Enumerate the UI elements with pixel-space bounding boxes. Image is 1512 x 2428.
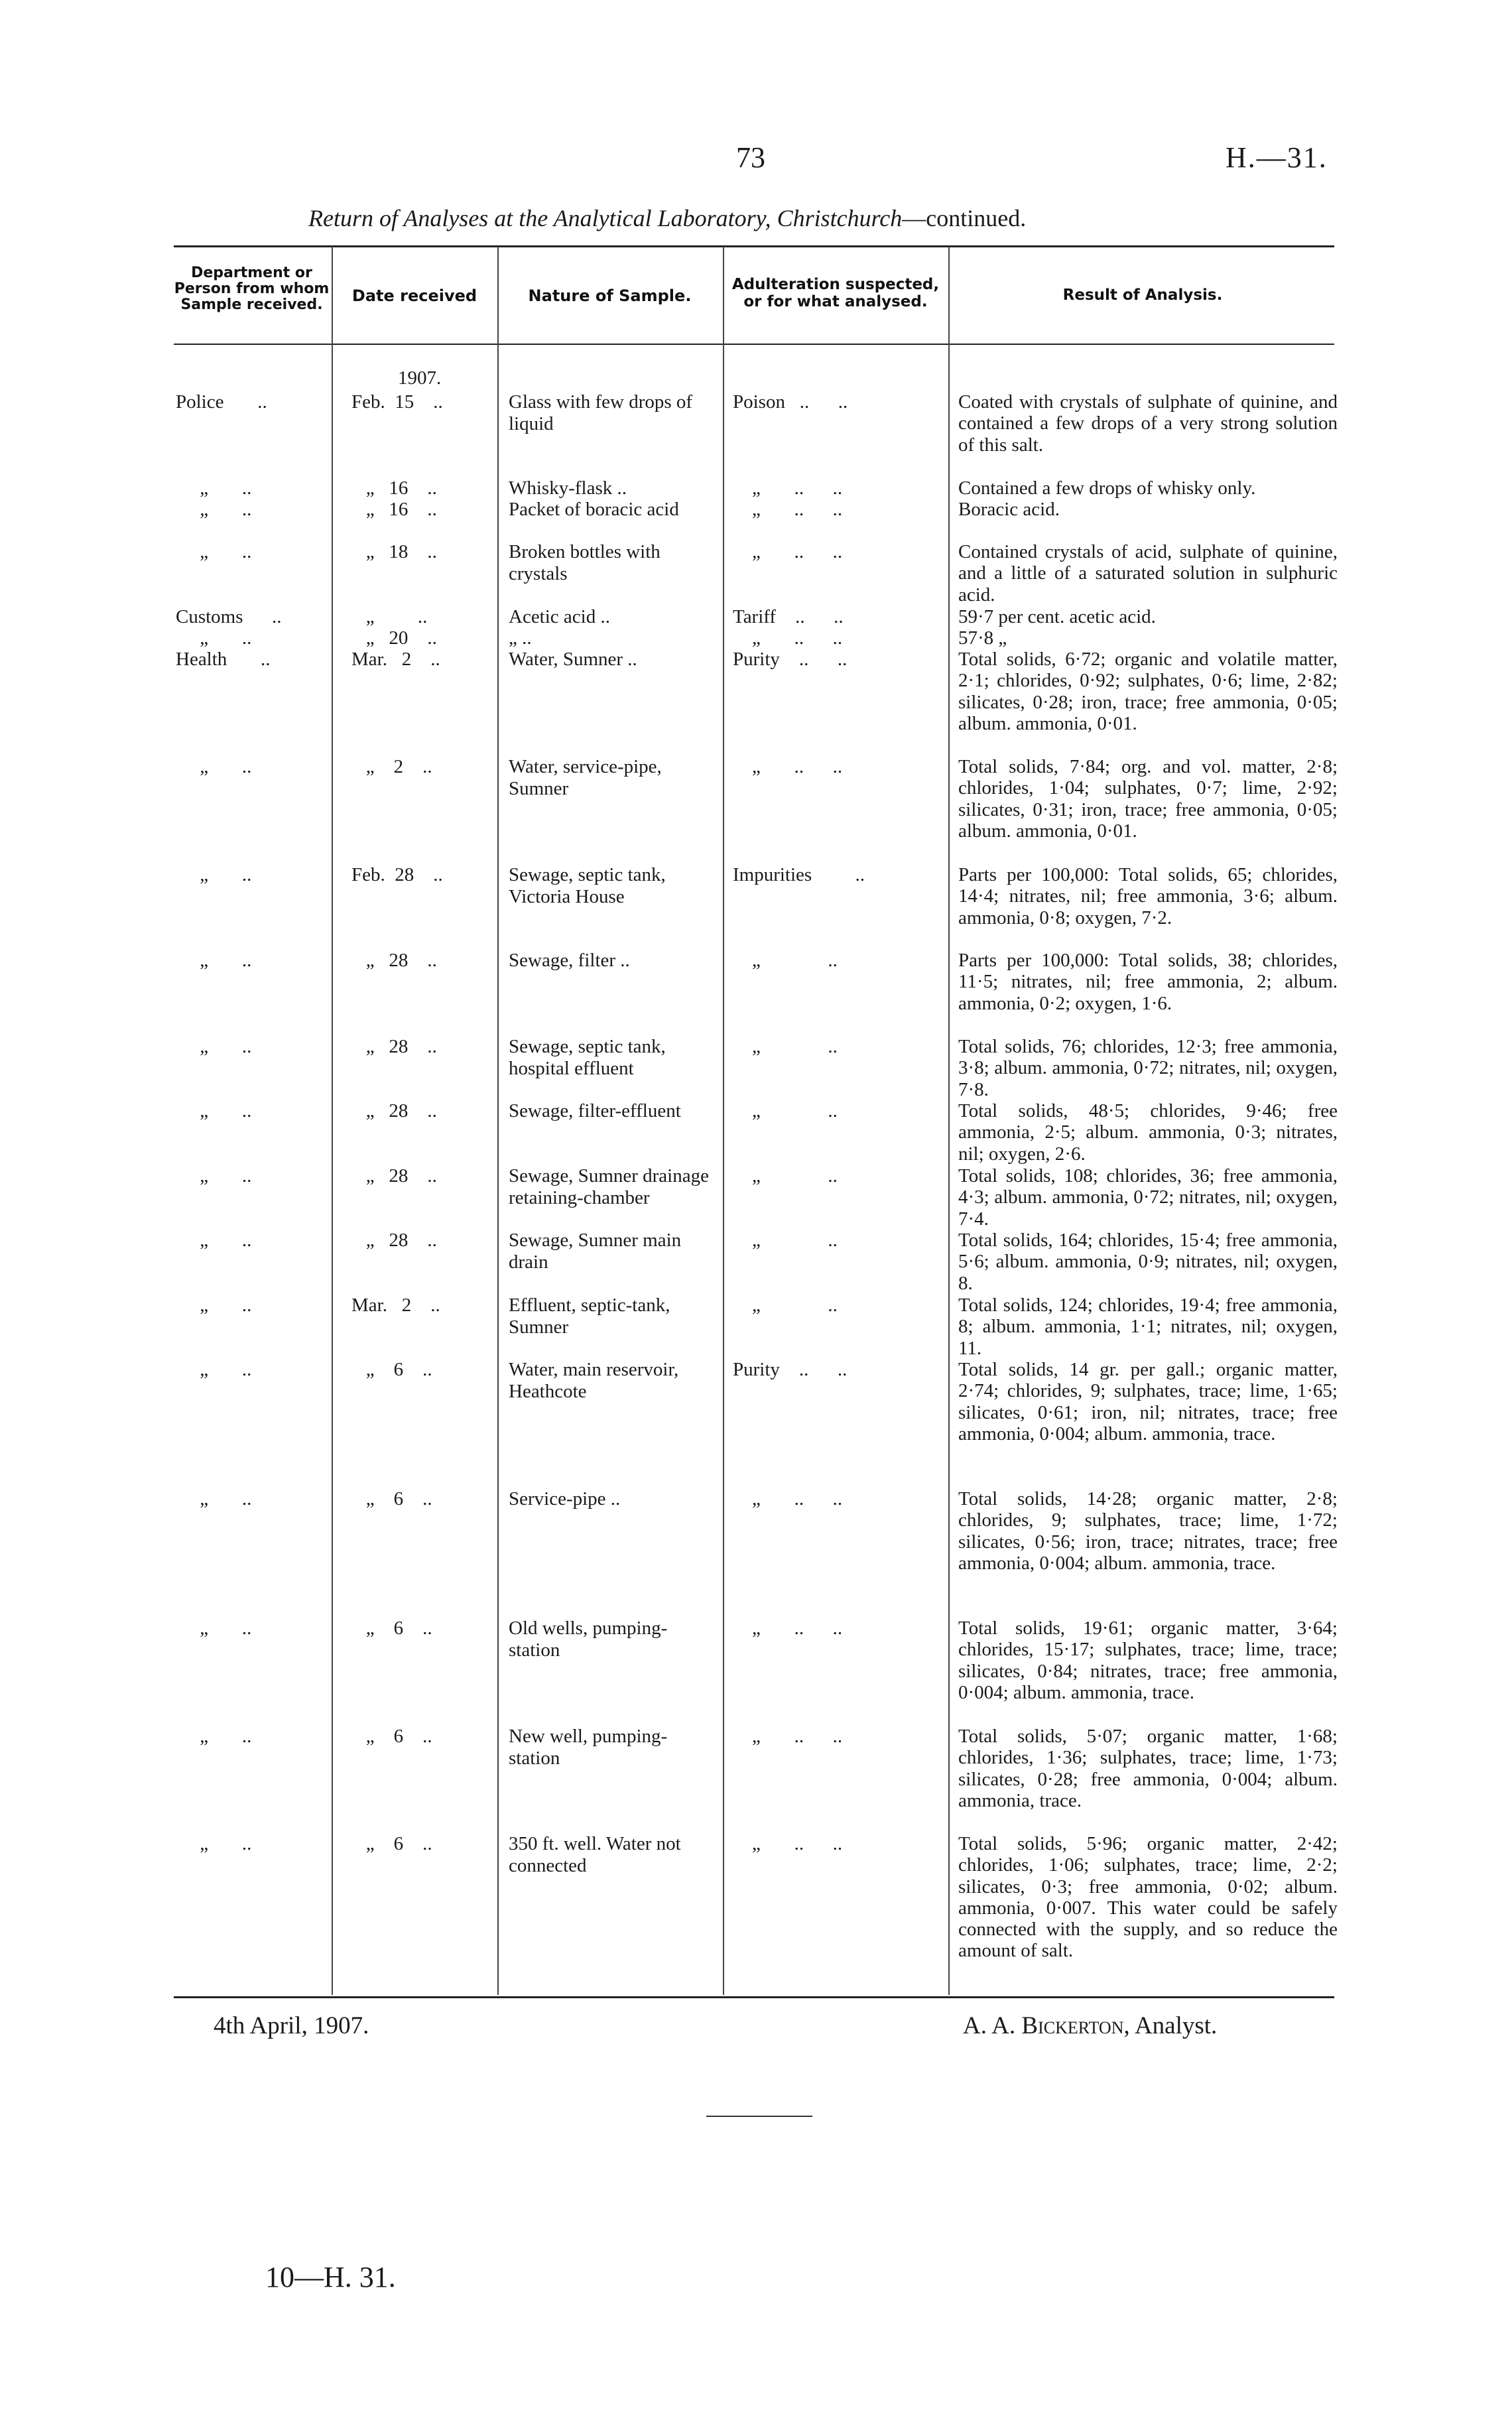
row-date: „ 6 .. bbox=[351, 1833, 432, 1854]
row-result: Coated with crystals of sulphate of quinine, and contained a few drops of a very strong solution of this salt. bbox=[958, 391, 1338, 456]
report-date: 4th April, 1907. bbox=[214, 2012, 369, 2039]
row-date: „ 6 .. bbox=[351, 1488, 432, 1509]
row-nature: Sewage, filter-effluent bbox=[509, 1100, 681, 1121]
row-adulteration: „ .. bbox=[733, 1230, 838, 1251]
column-divider-2 bbox=[497, 247, 499, 1995]
row-adulteration: Tariff .. .. bbox=[733, 606, 844, 627]
analyst-signature bbox=[963, 2012, 1217, 2040]
row-nature: Acetic acid .. bbox=[509, 606, 610, 627]
column-divider-1 bbox=[332, 247, 333, 1995]
row-date: „ 6 .. bbox=[351, 1359, 432, 1380]
row-nature: Water, main reservoir, Heathcote bbox=[509, 1359, 679, 1402]
header-date: Date received bbox=[351, 287, 477, 305]
analyst-initials: A. A. bbox=[963, 2012, 1022, 2039]
row-result: Parts per 100,000: Total solids, 65; chlorides, 14·4; nitrates, nil; free ammonia, 3·6; album. ammonia, 0·8; oxygen, 7·2. bbox=[958, 864, 1338, 928]
row-department: Police .. bbox=[176, 391, 267, 413]
row-department: „ .. bbox=[176, 1488, 252, 1509]
column-divider-4 bbox=[948, 247, 950, 1995]
row-adulteration: „ .. .. bbox=[733, 1618, 843, 1639]
row-nature: 350 ft. well. Water not connected bbox=[509, 1833, 681, 1876]
header-department: Department or Person from whom Sample received. bbox=[174, 265, 330, 313]
header-nature: Nature of Sample. bbox=[528, 287, 692, 305]
row-nature: Sewage, septic tank, hospital effluent bbox=[509, 1036, 666, 1079]
row-adulteration: „ .. .. bbox=[733, 541, 843, 562]
row-result: Total solids, 14·28; organic matter, 2·8; chlorides, 9; sulphates, trace; lime, 1·72; silicates, 0·56; iron, trace; nitrates, trace; free ammonia, 0·004; album. ammonia, trace. bbox=[958, 1488, 1338, 1574]
row-adulteration: „ .. bbox=[733, 1165, 838, 1186]
row-nature: Sewage, filter .. bbox=[509, 950, 630, 971]
row-date: „ 28 .. bbox=[351, 1230, 437, 1251]
row-department: „ .. bbox=[176, 864, 252, 885]
row-adulteration: Impurities .. bbox=[733, 864, 865, 885]
year-label: 1907. bbox=[398, 367, 442, 389]
row-adulteration: „ .. .. bbox=[733, 756, 843, 777]
row-result: Total solids, 108; chlorides, 36; free ammonia, 4·3; album. ammonia, 0·72; nitrates, nil; oxygen, 7·4. bbox=[958, 1165, 1338, 1230]
row-adulteration: „ .. bbox=[733, 950, 838, 971]
row-adulteration: „ .. bbox=[733, 1295, 838, 1316]
row-department: „ .. bbox=[176, 541, 252, 562]
row-result: Contained a few drops of whisky only. bbox=[958, 478, 1256, 499]
row-nature: Broken bottles with crystals bbox=[509, 541, 661, 584]
row-date: „ .. bbox=[351, 606, 428, 627]
row-department: „ .. bbox=[176, 499, 252, 520]
row-department: Health .. bbox=[176, 649, 271, 670]
row-nature: Whisky-flask .. bbox=[509, 478, 627, 499]
row-department: „ .. bbox=[176, 1833, 252, 1854]
row-date: „ 16 .. bbox=[351, 499, 437, 520]
row-adulteration: „ .. .. bbox=[733, 1726, 843, 1747]
row-adulteration: „ .. .. bbox=[733, 478, 843, 499]
row-nature: Water, service-pipe, Sumner bbox=[509, 756, 662, 799]
row-date: „ 28 .. bbox=[351, 1100, 437, 1121]
row-nature: Glass with few drops of liquid bbox=[509, 391, 693, 434]
row-department: „ .. bbox=[176, 627, 252, 649]
row-result: 59·7 per cent. acetic acid. bbox=[958, 606, 1156, 627]
row-nature: Sewage, septic tank, Victoria House bbox=[509, 864, 666, 907]
row-department: „ .. bbox=[176, 1295, 252, 1316]
row-nature: Effluent, septic-tank, Sumner bbox=[509, 1295, 670, 1338]
row-nature: „ .. bbox=[509, 627, 532, 649]
row-adulteration: Purity .. .. bbox=[733, 649, 848, 670]
row-department: „ .. bbox=[176, 1165, 252, 1186]
row-adulteration: „ .. bbox=[733, 1036, 838, 1057]
row-department: „ .. bbox=[176, 1230, 252, 1251]
row-result: Total solids, 19·61; organic matter, 3·64; chlorides, 15·17; sulphates, trace; lime, trace; silicates, 0·84; nitrates, trace; free ammonia, 0·004; album. ammonia, trace. bbox=[958, 1618, 1338, 1703]
row-date: „ 16 .. bbox=[351, 478, 437, 499]
section-divider bbox=[706, 2116, 812, 2117]
analyst-role: , Analyst. bbox=[1123, 2012, 1218, 2039]
row-date: Mar. 2 .. bbox=[351, 649, 440, 670]
row-date: „ 6 .. bbox=[351, 1618, 432, 1639]
header-result: Result of Analysis. bbox=[1062, 287, 1223, 304]
row-date: Feb. 15 .. bbox=[351, 391, 443, 413]
row-nature: Old wells, pumping-station bbox=[509, 1618, 668, 1661]
row-result: Total solids, 124; chlorides, 19·4; free ammonia, 8; album. ammonia, 1·1; nitrates, nil; oxygen, 11. bbox=[958, 1295, 1338, 1359]
row-department: „ .. bbox=[176, 1618, 252, 1639]
sheet-reference: 10—H. 31. bbox=[265, 2261, 396, 2293]
row-date: Feb. 28 .. bbox=[351, 864, 443, 885]
page-number: 73 bbox=[736, 141, 765, 174]
header-adulteration: Adulteration suspected, or for what analysed. bbox=[731, 276, 940, 310]
row-adulteration: „ .. .. bbox=[733, 499, 843, 520]
row-result: Boracic acid. bbox=[958, 499, 1060, 520]
column-divider-3 bbox=[723, 247, 724, 1995]
row-date: „ 28 .. bbox=[351, 1165, 437, 1186]
row-result: Total solids, 14 gr. per gall.; organic matter, 2·74; chlorides, 9; sulphates, trace; lime, 1·65; silicates, 0·61; iron, nil; nitrates, trace; free ammonia, 0·004; album. ammonia, trace. bbox=[958, 1359, 1338, 1444]
row-date: „ 20 .. bbox=[351, 627, 437, 649]
title-main: Return of Analyses at the Analytical Laboratory, Christchurch bbox=[308, 205, 903, 231]
row-result: 57·8 „ bbox=[958, 627, 1007, 649]
row-nature: Water, Sumner .. bbox=[509, 649, 637, 670]
row-nature: Packet of boracic acid bbox=[509, 499, 679, 520]
row-nature: Service-pipe .. bbox=[509, 1488, 621, 1509]
row-result: Contained crystals of acid, sulphate of quinine, and a little of a saturated solution in sulphuric acid. bbox=[958, 541, 1338, 606]
row-nature: Sewage, Sumner main drain bbox=[509, 1230, 682, 1273]
row-department: Customs .. bbox=[176, 606, 282, 627]
row-department: „ .. bbox=[176, 950, 252, 971]
row-result: Parts per 100,000: Total solids, 38; chlorides, 11·5; nitrates, nil; free ammonia, 2; album. ammonia, 0·2; oxygen, 1·6. bbox=[958, 950, 1338, 1014]
row-date: Mar. 2 .. bbox=[351, 1295, 440, 1316]
row-adulteration: Purity .. .. bbox=[733, 1359, 848, 1380]
row-adulteration: „ .. .. bbox=[733, 627, 843, 649]
row-nature: New well, pumping-station bbox=[509, 1726, 668, 1769]
row-department: „ .. bbox=[176, 1726, 252, 1747]
row-result: Total solids, 6·72; organic and volatile matter, 2·1; chlorides, 0·92; sulphates, 0·6; lime, 2·82; silicates, 0·28; iron, trace; free ammonia, 0·05; album. ammonia, 0·01. bbox=[958, 649, 1338, 734]
row-department: „ .. bbox=[176, 1359, 252, 1380]
row-date: „ 6 .. bbox=[351, 1726, 432, 1747]
row-department: „ .. bbox=[176, 756, 252, 777]
row-result: Total solids, 48·5; chlorides, 9·46; free ammonia, 2·5; album. ammonia, 0·3; nitrates, nil; oxygen, 2·6. bbox=[958, 1100, 1338, 1165]
row-result: Total solids, 7·84; org. and vol. matter, 2·8; chlorides, 1·04; sulphates, 0·7; lime, 2·92; silicates, 0·31; iron, trace; free ammonia, 0·05; album. ammonia, 0·01. bbox=[958, 756, 1338, 842]
row-date: „ 18 .. bbox=[351, 541, 437, 562]
table-title bbox=[308, 204, 1026, 232]
row-adulteration: „ .. .. bbox=[733, 1833, 843, 1854]
row-adulteration: „ .. bbox=[733, 1100, 838, 1121]
row-adulteration: Poison .. .. bbox=[733, 391, 848, 413]
row-department: „ .. bbox=[176, 1036, 252, 1057]
row-result: Total solids, 5·07; organic matter, 1·68; chlorides, 1·36; sulphates, trace; lime, 1·73; silicates, 0·28; free ammonia, 0·004; album. ammonia, trace. bbox=[958, 1726, 1338, 1811]
parliamentary-paper-ref: H.—31. bbox=[1226, 141, 1328, 174]
row-department: „ .. bbox=[176, 478, 252, 499]
row-result: Total solids, 76; chlorides, 12·3; free ammonia, 3·8; album. ammonia, 0·72; nitrates, nil; oxygen, 7·8. bbox=[958, 1036, 1338, 1100]
row-date: „ 28 .. bbox=[351, 1036, 437, 1057]
row-nature: Sewage, Sumner drainage retaining-chamber bbox=[509, 1165, 709, 1208]
row-result: Total solids, 164; chlorides, 15·4; free ammonia, 5·6; album. ammonia, 0·9; nitrates, nil; oxygen, 8. bbox=[958, 1230, 1338, 1294]
row-result: Total solids, 5·96; organic matter, 2·42; chlorides, 1·06; sulphates, trace; lime, 2·2; silicates, 0·3; free ammonia, 0·02; album. ammonia, 0·007. This water could be safely connected with the supply, and so reduce the amount of salt. bbox=[958, 1833, 1338, 1962]
header-rule bbox=[174, 344, 1334, 345]
row-department: „ .. bbox=[176, 1100, 252, 1121]
table-top-rule bbox=[174, 245, 1334, 247]
row-date: „ 28 .. bbox=[351, 950, 437, 971]
table-bottom-rule bbox=[174, 1996, 1334, 1998]
row-date: „ 2 .. bbox=[351, 756, 432, 777]
title-suffix: —continued. bbox=[902, 205, 1027, 231]
row-adulteration: „ .. .. bbox=[733, 1488, 843, 1509]
analyst-name: Bickerton bbox=[1021, 2012, 1124, 2039]
